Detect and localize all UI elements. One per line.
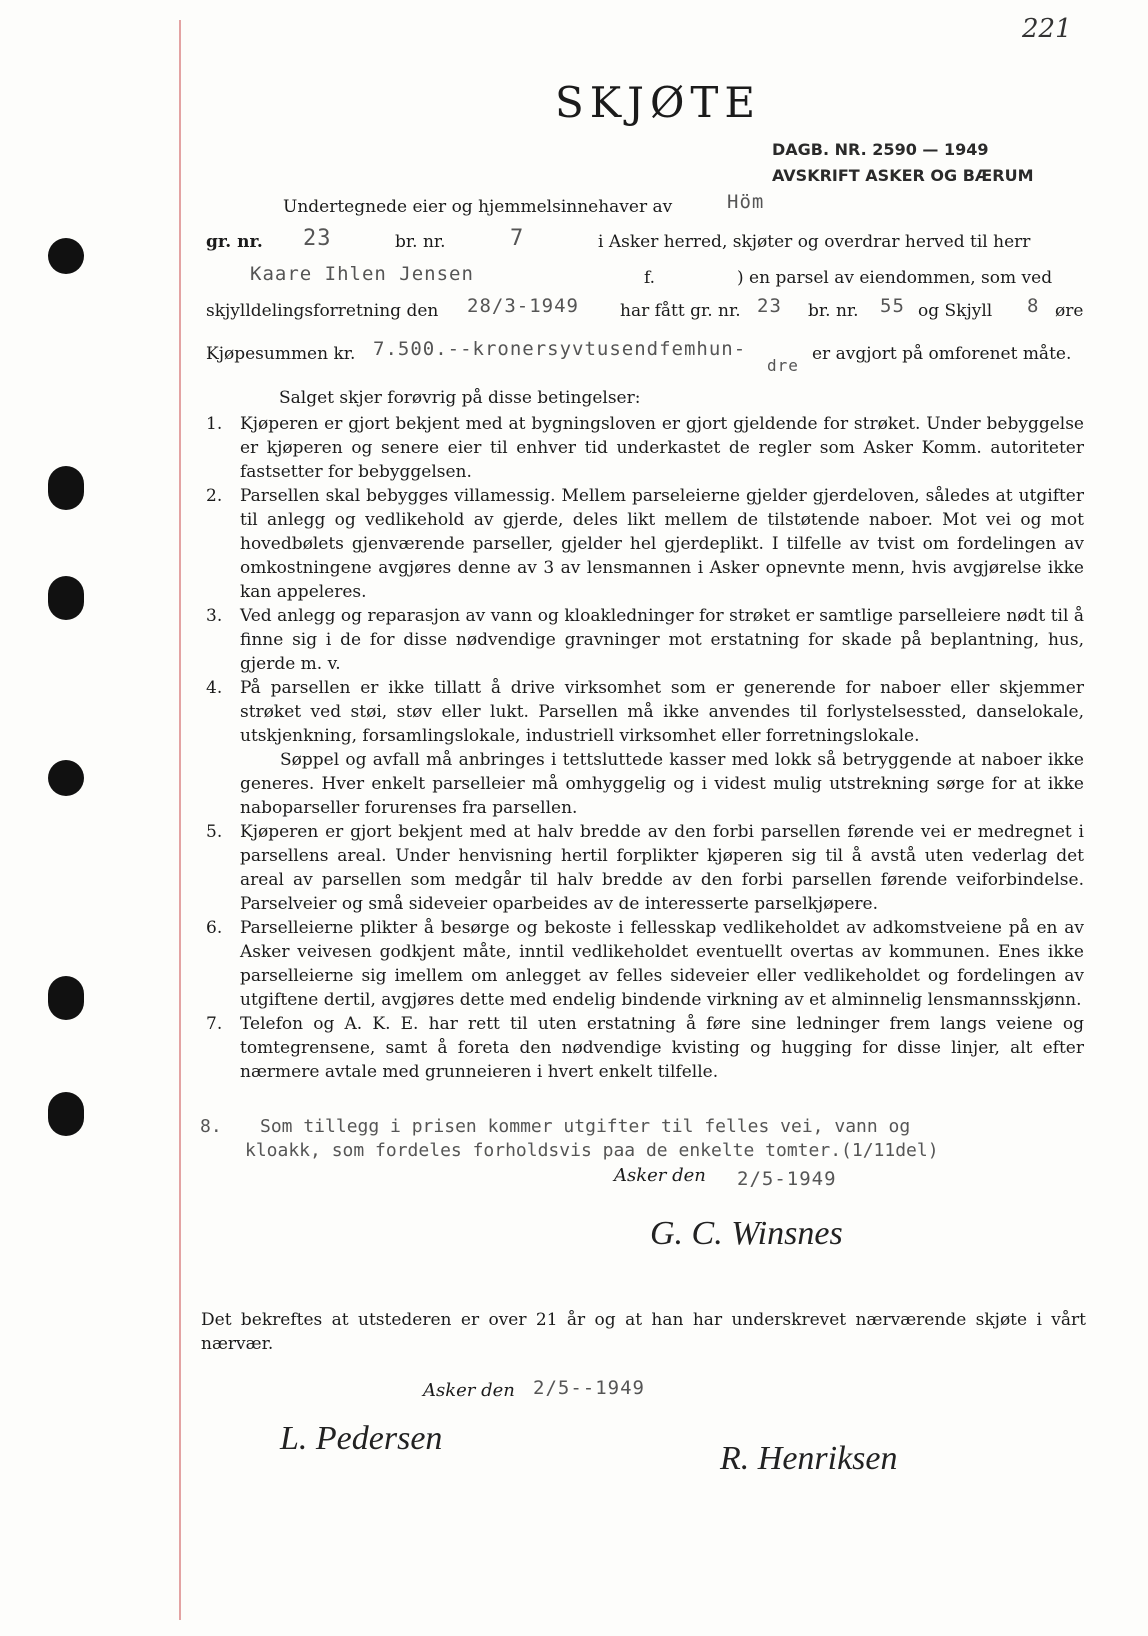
binder-hole [48,576,84,620]
extra-clause-number: 8. [200,1116,222,1137]
binder-hole [48,760,84,796]
br-nr-label: br. nr. [395,232,446,252]
condition-text: Kjøperen er gjort bekjent med at halv bredde av den forbi parsellen førende vei er medregnet i parsellens areal. Under henvisning hertil forplikter kjøperen sig til å avstå uten vederlag det areal av parsellen som medgår til halv bredde av den forbi parsellen førende veiforbindelse. Parselveier og små sideveier oparbeides av de interesserte parselkjøpere. [240,822,1084,914]
binder-hole [48,238,84,274]
condition-text: Parselleierne plikter å besørge og bekoste i fellesskap vedlikeholdet av adkomstveiene på en av Asker veivesen godkjent måte, inntil vedlikeholdet eventuellt overtas av kommunen. Enes ikke parselleierne sig imellem om anlegget av felles sideveier eller vedlikeholdet og fordelingen av utgiftene dertil, avgjøres dette med endelig bindende virkning av et alminnelig lensmannsskjønn. [240,918,1084,1010]
price-tail: er avgjort på omforenet måte. [812,344,1072,364]
condition-item [206,412,1084,484]
seller-signature: G. C. Winsnes [650,1215,843,1252]
conveyance-text: i Asker herred, skjøter og overdrar herved til herr [598,232,1031,252]
new-br-label: br. nr. [808,301,859,321]
parcel-text: ) en parsel av eiendommen, som ved [737,268,1053,288]
condition-text: Ved anlegg og reparasjon av vann og kloakledninger for strøket er samtlige parselleiere nødt til å finne sig i de for disse nødvendige gravninger mot erstatning for skade på beplantning, hus, gjerde m. v. [240,606,1084,674]
registry-stamp-line2: AVSKRIFT ASKER OG BÆRUM [772,166,1034,185]
condition-number: 2. [206,486,223,506]
condition-number: 3. [206,606,223,626]
condition-text: Kjøperen er gjort bekjent med at bygningsloven er gjort gjeldende for strøket. Under bebyggelse er kjøperen og senere eier til enhver tid underkastet de regler som Asker Komm. autoriteter fastsetter for bebyggelsen. [240,414,1084,482]
witness-signature-2: R. Henriksen [720,1440,898,1477]
condition-item [206,916,1084,1012]
place-date-label-1: Asker den [614,1165,706,1186]
br-nr-value: 7 [510,226,525,251]
condition-number: 1. [206,414,223,434]
place-date-label-2: Asker den [423,1380,515,1401]
new-br-value: 55 [880,295,905,317]
new-gr-value: 23 [757,295,782,317]
condition-item [206,820,1084,916]
witness-signature-1: L. Pedersen [280,1420,443,1457]
tax-label: og Skjyll [918,301,993,321]
condition-number: 5. [206,822,223,842]
gr-nr-label: gr. nr. [206,232,263,252]
document-title: SKJØTE [555,78,762,127]
owner-intro: Undertegnede eier og hjemmelsinnehaver av [283,197,673,217]
property-name: Höm [727,191,765,213]
binder-hole [48,976,84,1020]
tax-value: 8 [1027,295,1040,317]
binder-hole [48,466,84,510]
price-value-cont: dre [767,356,799,375]
extra-clause-line2: kloakk, som fordeles forholdsvis paa de enkelte tomter.(1/11del) [245,1140,939,1161]
condition-item [206,484,1084,604]
condition-number: 4. [206,678,223,698]
extra-clause-line1: Som tillegg i prisen kommer utgifter til felles vei, vann og [260,1116,911,1137]
condition-text: Telefon og A. K. E. har rett til uten erstatning å føre sine ledninger frem langs veiene og tomtegrensene, samt å foreta den nødvendige kvisting og hugging for disse linjer, alt efter nærmere avtale med grunneieren i hvert enkelt tilfelle. [240,1014,1084,1082]
condition-text: Parsellen skal bebygges villamessig. Mellem parseleierne gjelder gjerdeloven, således at utgifter til anlegg og vedlikehold av gjerde, deles likt mellem de tilstøtende naboer. Mot vei og mot hovedbølets gjenværende parseller, gjelder hel gjerdeplikt. I tilfelle av tvist om fordelingen av omkostningene avgjøres denne av 3 av lensmannen i Asker opnevnte menn, hvis avgjørelse ikke kan appeleres. [240,486,1084,602]
binder-hole [48,1092,84,1136]
ore-label: øre [1055,301,1084,321]
conditions-intro: Salget skjer forøvrig på disse betingelser: [279,388,641,408]
witness-confirmation: Det bekreftes at utstederen er over 21 år og at han har underskrevet nærværende skjøte i vårt nærvær. [201,1310,1086,1354]
condition-item [206,604,1084,676]
gr-nr-value: 23 [303,226,332,251]
buyer-name: Kaare Ihlen Jensen [250,263,474,285]
price-value: 7.500.--kronersyvtusendfemhun- [373,338,747,360]
condition-text: På parsellen er ikke tillatt å drive virksomhet som er generende for naboer eller skjemmer strøket ved støi, støv eller lukt. Parsellen må ikke anvendes til forlystelsessted, danselokale, utskjenkning, forsamlingslokale, industriell virksomhet eller forretningslokale. [240,678,1084,746]
place-date-value-2: 2/5--1949 [533,1377,645,1399]
condition-item [206,1012,1084,1084]
conditions-list [206,412,1084,1084]
division-label: skjylldelingsforretning den [206,301,439,321]
margin-line [179,20,181,1620]
condition-item [206,676,1084,820]
place-date-value-1: 2/5-1949 [737,1168,837,1190]
birth-label: f. [644,268,656,288]
page-number: 221 [1022,14,1072,44]
condition-text: Søppel og avfall må anbringes i tettsluttede kasser med lokk så betryggende at naboer ikke generes. Hver enkelt parselleier må omhyggelig og i videst mulig utstrekning sørge for at ikke naboparseller forurenses fra parsellen. [240,750,1084,818]
condition-number: 6. [206,918,223,938]
condition-number: 7. [206,1014,223,1034]
price-label: Kjøpesummen kr. [206,344,356,364]
registry-stamp-line1: DAGB. NR. 2590 — 1949 [772,140,989,159]
division-date: 28/3-1949 [467,295,579,317]
new-gr-label: har fått gr. nr. [620,301,741,321]
